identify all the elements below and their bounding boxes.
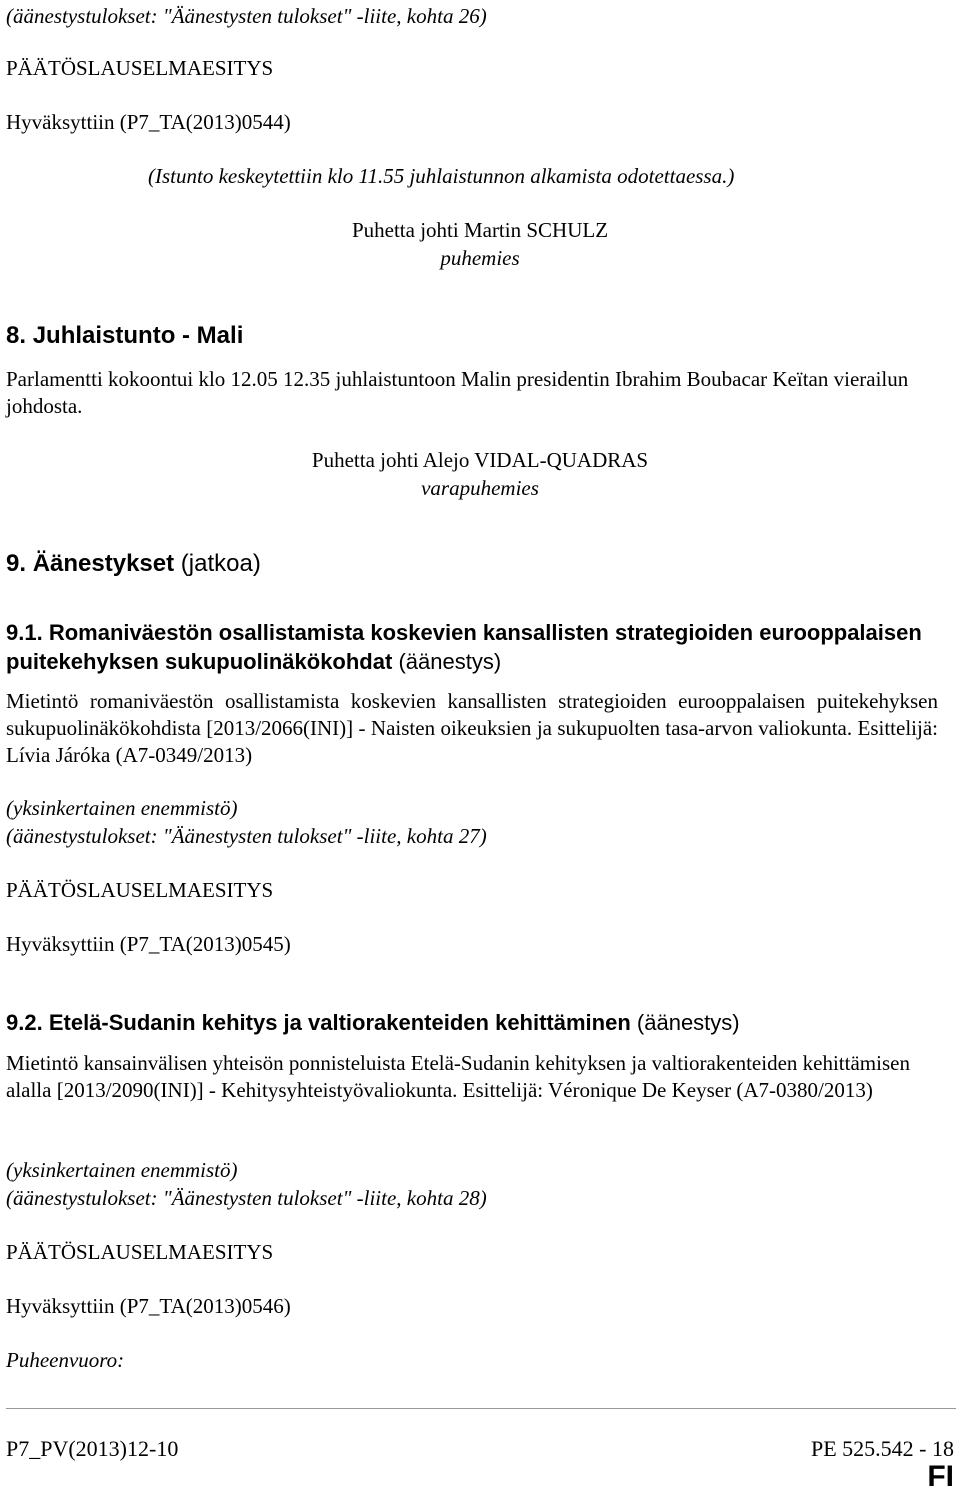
item-9-2-number: 9.2.: [6, 1010, 43, 1035]
section-9-number: 9.: [6, 550, 27, 577]
item-9-2-suffix: (äänestys): [636, 1010, 740, 1035]
item-9-1-number: 9.1.: [6, 620, 43, 645]
item-9-1-heading: [6, 618, 946, 676]
results-reference-27: (äänestystulokset: "Äänestysten tulokset" -liite, kohta 27): [6, 824, 487, 848]
resolution-heading: PÄÄTÖSLAUSELMAESITYS: [6, 1240, 274, 1264]
footer-divider: [6, 1408, 956, 1409]
section-8-number: 8.: [6, 322, 27, 349]
adopted-text-0546: Hyväksyttiin (P7_TA(2013)0546): [6, 1294, 291, 1318]
results-reference-26: (äänestystulokset: "Äänestysten tulokset" -liite, kohta 26): [6, 4, 487, 28]
adopted-text-0545: Hyväksyttiin (P7_TA(2013)0545): [6, 932, 291, 956]
chair-role-vice-president: varapuhemies: [421, 476, 539, 500]
section-9-title: Äänestykset: [32, 550, 175, 577]
chair-line-schulz: Puhetta johti Martin SCHULZ: [351, 218, 609, 242]
resolution-heading: PÄÄTÖSLAUSELMAESITYS: [6, 878, 274, 902]
section-9-suffix: (jatkoa): [180, 550, 261, 577]
item-9-1-suffix: (äänestys): [398, 649, 502, 674]
item-9-2-title: Etelä-Sudanin kehitys ja valtiorakenteiden kehittäminen: [48, 1010, 631, 1035]
footer-language-code: FI: [927, 1460, 954, 1493]
resolution-heading: PÄÄTÖSLAUSELMAESITYS: [6, 56, 274, 80]
speech-label: Puheenvuoro:: [6, 1348, 125, 1372]
adopted-text-0544: Hyväksyttiin (P7_TA(2013)0544): [6, 110, 291, 134]
section-8-title: Juhlaistunto - Mali: [32, 322, 244, 349]
item-9-2-majority: (yksinkertainen enemmistö): [6, 1158, 238, 1182]
item-9-2-report: Mietintö kansainvälisen yhteisön ponnisteluista Etelä-Sudanin kehityksen ja valtiorakenteiden kehittämisen alalla [2013/2090(INI)] - Kehitysyhteistyövaliokunta. Esittelijä: Véronique De Keyser (A7-0380/2013): [6, 1051, 910, 1102]
chair-line-vidal-quadras: Puhetta johti Alejo VIDAL-QUADRAS: [311, 448, 649, 472]
suspension-note: (Istunto keskeytettiin klo 11.55 juhlaistunnon alkamista odotettaessa.): [148, 164, 735, 188]
results-reference-28: (äänestystulokset: "Äänestysten tulokset" -liite, kohta 28): [6, 1186, 487, 1210]
footer-page-ref: PE 525.542 - 18: [811, 1436, 954, 1461]
section-8-heading: [6, 322, 243, 350]
item-9-1-majority: (yksinkertainen enemmistö): [6, 796, 238, 820]
section-9-heading: [6, 550, 261, 578]
section-8-text: Parlamentti kokoontui klo 12.05 12.35 juhlaistuntoon Malin presidentin Ibrahim Boubacar Keïtan vierailun johdosta.: [6, 367, 909, 418]
item-9-2-heading: [6, 1008, 946, 1037]
footer-doc-ref: P7_PV(2013)12-10: [6, 1436, 179, 1461]
item-9-1-title: Romaniväestön osallistamista koskevien kansallisten strategioiden eurooppalaisen puitekehyksen sukupuolinäkökohdat: [6, 620, 922, 674]
item-9-1-report: Mietintö romaniväestön osallistamista koskevien kansallisten strategioiden eurooppalaisen puitekehyksen sukupuolinäkökohdista [2013/2066(INI)] - Naisten oikeuksien ja sukupuolten tasa-arvon valiokunta. Esittelijä: Lívia Járóka (A7-0349/2013): [6, 689, 938, 767]
chair-role-president: puhemies: [440, 246, 520, 270]
